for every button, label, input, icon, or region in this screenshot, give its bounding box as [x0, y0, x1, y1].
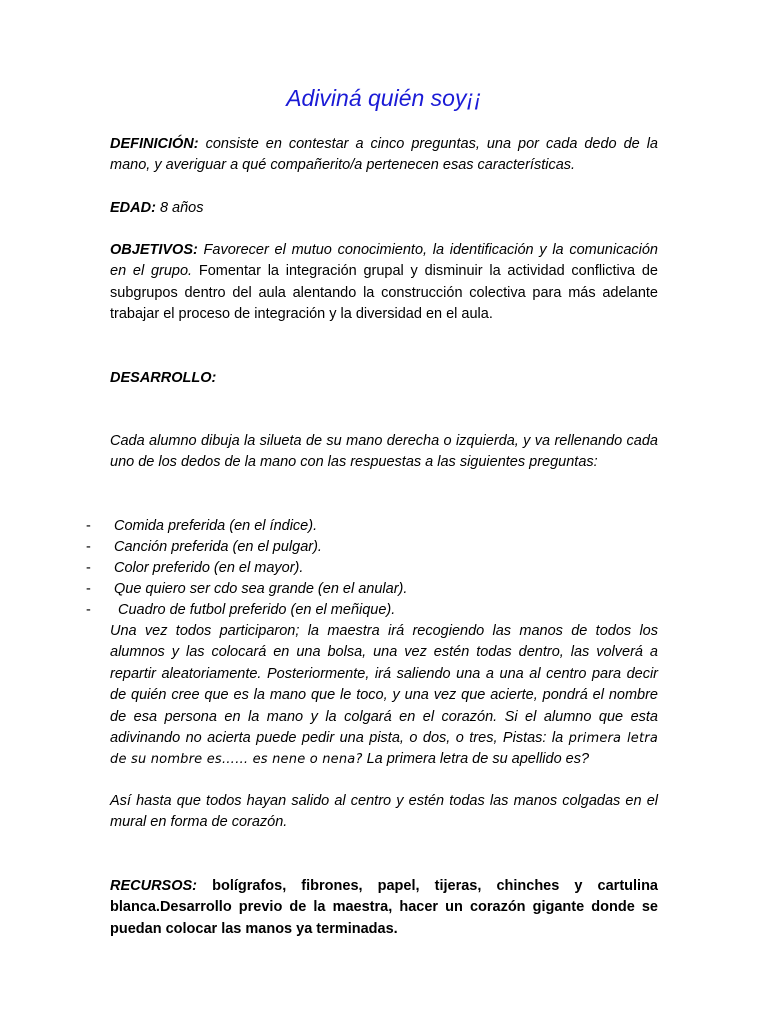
- list-item-text: Comida preferida (en el índice).: [114, 518, 318, 534]
- list-item: [86, 516, 658, 537]
- edad-paragraph: [110, 198, 658, 219]
- desarrollo-paragraph: [110, 621, 658, 771]
- list-item-text: Color preferido (en el mayor).: [114, 560, 304, 576]
- list-item-text: Cuadro de futbol preferido (en el meñique).: [118, 602, 396, 618]
- preguntas-list: [86, 516, 658, 621]
- desarrollo-label: DESARROLLO:: [110, 370, 217, 386]
- objetivos-label: OBJETIVOS:: [110, 242, 198, 258]
- recursos-paragraph: [110, 876, 658, 940]
- objetivos-text-plain: Fomentar la integración grupal y disminuir la actividad conflictiva de subgrupos dentro del aula alentando la construcción colectiva para más adelante trabajar el proceso de integración y la diversidad en el aula.: [110, 263, 659, 323]
- definicion-text: consiste en contestar a cinco preguntas, una por cada dedo de la mano, y averiguar a qué compañerito/a pertenecen esas características.: [110, 136, 658, 174]
- list-dash: -: [86, 560, 91, 576]
- desarrollo-paragraph-alt: primera letra de su nombre es…… es nene o nena?: [110, 731, 658, 768]
- definicion-paragraph: [110, 134, 658, 177]
- list-item-text: Canción preferida (en el pulgar).: [114, 539, 322, 555]
- objetivos-text-italic: Favorecer el mutuo conocimiento, la identificación y la comunicación en el grupo.: [110, 242, 658, 280]
- desarrollo-intro: Cada alumno dibuja la silueta de su mano derecha o izquierda, y va rellenando cada uno de los dedos de la mano con las respuestas a las siguientes preguntas:: [110, 433, 658, 471]
- list-item: [86, 579, 658, 600]
- desarrollo-heading: [110, 368, 658, 389]
- definicion-label: DEFINICIÓN:: [110, 136, 199, 152]
- list-dash: -: [86, 581, 91, 597]
- list-item: [86, 558, 658, 579]
- list-dash: -: [86, 602, 91, 618]
- desarrollo-closing: Así hasta que todos hayan salido al centro y estén todas las manos colgadas en el mural en forma de corazón.: [110, 793, 658, 831]
- edad-label: EDAD:: [110, 200, 156, 216]
- page-title: Adiviná quién soy¡¡: [286, 85, 482, 111]
- list-item: [86, 600, 658, 621]
- list-item: [86, 537, 658, 558]
- edad-text: 8 años: [155, 200, 204, 216]
- list-item-text: Que quiero ser cdo sea grande (en el anular).: [114, 581, 408, 597]
- list-dash: -: [86, 539, 91, 555]
- objetivos-paragraph: [110, 240, 658, 326]
- recursos-label: RECURSOS:: [110, 878, 198, 894]
- desarrollo-paragraph-part2: La primera letra de su apellido es?: [362, 751, 590, 768]
- list-dash: -: [86, 518, 91, 534]
- recursos-text: bolígrafos, fibrones, papel, tijeras, chinches y cartulina blanca.Desarrollo previo de la maestra, hacer un corazón gigante donde se puedan colocar las manos ya terminadas.: [110, 878, 658, 937]
- desarrollo-paragraph-part1: Una vez todos participaron; la maestra irá recogiendo las manos de todos los alumnos y las colocará en una bolsa, una vez estén todas dentro, las volverá a repartir aleatoriamente. Posteriormente, irá saliendo una a una al centro para decir de quién cree que es la mano que le toco, y una vez que acierte, pondrá el nombre de esa persona en la mano y la colgará en el corazón. Si el alumno que esta adivinando no acierta puede pedir una pista, o dos, o tres, Pistas: la: [110, 623, 658, 747]
